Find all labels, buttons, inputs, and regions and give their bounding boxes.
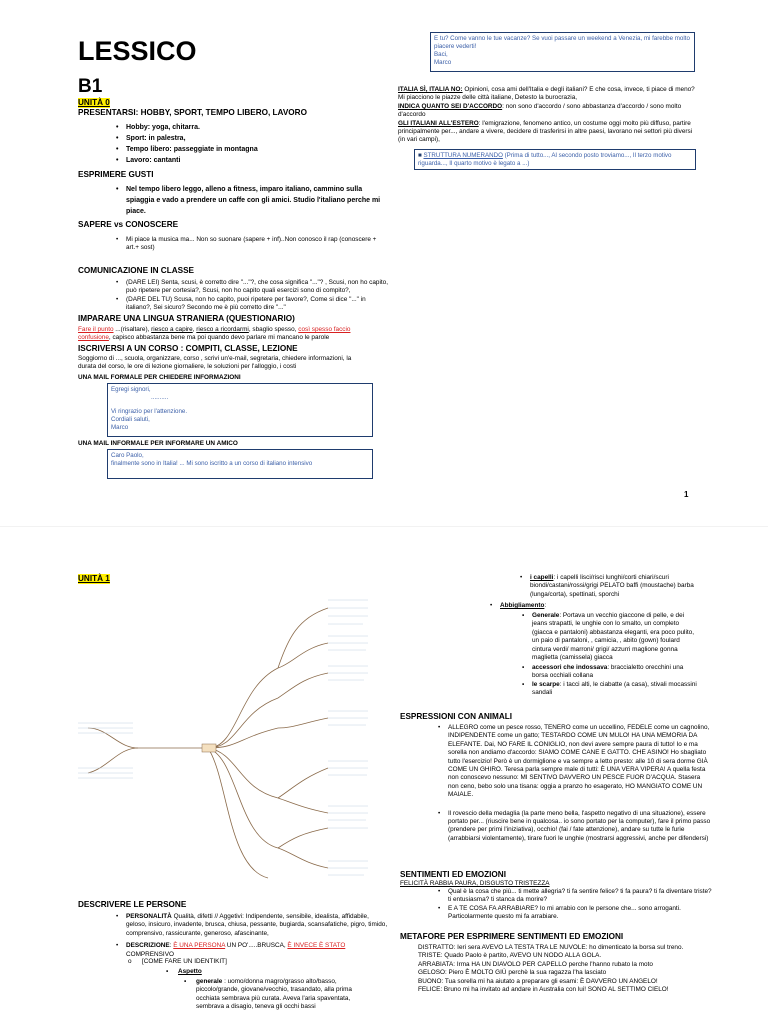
- mail-formale-heading: UNA MAIL FORMALE PER CHIEDERE INFORMAZIONI: [78, 374, 241, 381]
- metafora-line: ARRABIATA: Irma HA UN DIAVOLO PER CAPELLO perche l'hanno rubato la moto: [418, 960, 653, 968]
- metafora-line: GELOSO: Piero È MOLTO GIÙ perchè la sua ragazza l'ha lasciato: [418, 969, 607, 977]
- hobby-list: [110, 122, 386, 166]
- italia-paragraph: ITALIA SÌ, ITALIA NO: Opinioni, cosa ami dell'Italia e degli italiani? E che cosa, invece, ti piace di meno? Mi piacciono le piazze delle città italiane, Detesto la burocrazia, INDICA QUANTO SEI D'ACCORDO: non sono d'accordo / sono abbastanza d'accordo / sono molto d'accordo GLI ITALIANI ALL'ESTERO: l'emigrazione, fenomeno antico, un costume oggi molto più diffuso, partire principalmente per..., andare a vivere, decidere di trasferirsi in altre paesi, lavorano nei settori più diversi (in vari campi),: [398, 86, 695, 144]
- list-item: • PERSONALITÀ Qualità, difetti // Aggetivi: Indipendente, sensibile, idealista, affidabile, geloso, insicuro, invadente, brusca, chiusa, pessante, bugiarda, scansafatiche, pigro, timido, comprensivo, rassicurante, generoso, afascinante,: [126, 913, 388, 938]
- metafore-heading: METAFORE PER ESPRIMERE SENTIMENTI ED EMOZIONI: [400, 932, 624, 941]
- level-heading: B1: [78, 76, 103, 97]
- struttura-box: ■ STRUTTURA NUMERANDO (Prima di tutto..., Al secondo posto troviamo..., Il terzo motivo riguarda..., Il quarto motivo è legato a ...): [414, 149, 696, 170]
- aspetto-generale: ▪ generale : uomo/donna magro/grasso alto/basso, piccolo/grande, giovane/vecchio, trasandato, alla prima occhiata sembrava più curata. Aveva l'aria spaventata, sembrava a disagio, teneva gli occhi bassi: [184, 978, 352, 1011]
- esprimere-gusti-heading: ESPRIMERE GUSTI: [78, 170, 154, 179]
- list-item: • Hobby: yoga, chitarra.: [126, 122, 386, 133]
- mail-formale-box: Egregi signori, .......... Vi ringrazio per l'attenzione. Cordiali saluti, Marco: [107, 383, 373, 437]
- list-item: • Sport: in palestra,: [126, 133, 386, 144]
- list-item: • (DARE DEL TU) Scusa, non ho capito, puoi ripetere per favore?, Come si dice "..." in italiano?, Sei sicuro? Secondo me è più corretto dire "...": [126, 296, 388, 313]
- generale-item: ▪ Generale: Portava un vecchio giaccone di pelle, e dei jeans strapatti, le unghie con lo smalto, un completo (giacca e pantaloni) abbastanza eleganti, era poco pulito, un paio di pantaloni, , camicia, , abito (gown) foulard cintura verdi/ marroni/ grigi/ azzurri maglione gonna maglietta (camissela) giacca: [522, 612, 695, 662]
- sapere-list: [110, 236, 388, 253]
- accessori-item: ▪ accessori che indossava: braccialetto orecchini una borsa occhiali collana: [522, 664, 684, 680]
- list-item: • ALLEGRO come un pesce rosso, TENERO come un uccellino, FEDELE come un cagnolino, INDIPENDENTE come un gatto; TESTARDO COME UN MULO! HA UNA MEMORIA DA ELEFANTE. Dai, NO FARE IL CONIGLIO, non devi avere sempre paura di tutto! Io e ma sorella non andiamo d'accordo: SIAMO COME CANE E GATTO. CHE ASINO! Ho sbagliato tutto l'esercizio! Però è un dormiglione e va sempre a letto presto: alle 10 di sera dorme GIÀ COME UN GHIRO. Teresa parla sempre male di tutti: È UNA VERA VIPERA! A quella festa non conoscevo nessuno: MI SENTIVO DAVVERO UN PESCE FUOR D'ACQUA. Stasera non ceno, bebo solo una tisana: oggia a pranzo ho esagerato, HO MANGIATO COME UN MAIALE.: [448, 724, 712, 800]
- unit-1-heading: UNITÀ 1: [78, 574, 110, 583]
- list-item: • Tempo libero: passeggiate in montagna: [126, 144, 386, 155]
- iscriversi-heading: ISCRIVERSI A UN CORSO : COMPITI, CLASSE, LEZIONE: [78, 344, 298, 353]
- abbigliamento-item: • Abbigliamento:: [490, 602, 547, 609]
- page-separator: [0, 526, 768, 527]
- aspetto-item: ▪ Aspetto: [166, 968, 202, 975]
- metafora-line: FELICE: Bruno mi ha invitato ad andare in Australia con lui! SONO AL SETTIMO CIELO!: [418, 986, 669, 994]
- list-item: • Lavoro: cantanti: [126, 155, 386, 166]
- metafora-line: DISTRATTO: Ieri sera AVEVO LA TESTA TRA LE NUVOLE: ho dimenticato la borsa sul treno.: [418, 944, 684, 951]
- espressioni-heading: ESPRESSIONI CON ANIMALI: [400, 712, 513, 721]
- identikit-item: o [COME FARE UN IDENTIKIT]: [128, 958, 227, 965]
- comunicazione-heading: COMUNICAZIONE IN CLASSE: [78, 266, 194, 275]
- list-item: • Mi piace la musica ma... Non so suonare (sapere + inf)..Non conosco il rap (conoscere + art.+ sost): [126, 236, 388, 253]
- scarpe-item: ▪ le scarpe: i tacci alti, le ciabatte (a casa), stivali mocassini sandali: [522, 681, 697, 697]
- mind-map-image: [78, 578, 378, 890]
- mail-informale-box: Caro Paolo, finalmente sono in Italia! ... Mi sono iscritto a un corso di italiano intensivo: [107, 449, 373, 479]
- page-number: 1: [684, 490, 689, 499]
- sentimenti-words: FELICITÀ RABBIA PAURA, DISGUSTO TRISTEZZA: [400, 880, 550, 887]
- metafora-line: BUONO: Tua sorella mi ha aiutato a preparare gli esami: È DAVVERO UN ANGELO!: [418, 977, 658, 985]
- vacanze-box: E tu? Come vanno le tue vacanze? Se vuoi passare un weekend a Venezia, mi farebbe molto piacere vederti! Baci, Marco: [430, 32, 695, 72]
- imparare-text: Fare il punto ...(risaltare), riesco a capire, riesco a ricordarmi, sbaglio spesso, così spesso faccio confusione, capisco abbastanza bene ma poi quando devo parlare mi mancano le parole: [78, 326, 351, 342]
- mail-informale-heading: UNA MAIL INFORMALE PER INFORMARE UN AMICO: [78, 440, 238, 447]
- list-item: • Qual è la cosa che più... ti mette allegria? ti fa sentire felice? ti fa paura? ti fa diventare triste? ti entusiasma? ti stanca da morire?: [448, 888, 712, 905]
- presentarsi-heading: PRESENTARSI: HOBBY, SPORT, TEMPO LIBERO, LAVORO: [78, 108, 307, 117]
- page-title: LESSICO: [78, 36, 197, 66]
- list-item: • Nel tempo libero leggo, alleno a fitness, imparo italiano, cammino sulla spiaggia e vado a prendere un caffe con gli amici. Studio l'italiano perche mi piace.: [126, 184, 388, 217]
- sentimenti-heading: SENTIMENTI ED EMOZIONI: [400, 870, 506, 879]
- metafore-lines: [418, 944, 700, 994]
- espressioni-list: [432, 724, 712, 843]
- capelli-item: • i capelli: i capelli lisci/risci lunghi/corti chiari/scuri biondi/castani/rossi/grigi PELATO baffi (moustache) barba (lunga/corta), spettinati, sporchi: [520, 574, 694, 598]
- document-page-2: [0, 540, 768, 1024]
- list-item: • (DARE LEI) Senta, scusi, è corretto dire "..."?, che cosa significa "..."? , Scusi, non ho capito, può ripetere per cortesia?, Scusi, non ho capito quali esercizi sono di compito?,: [126, 279, 388, 296]
- list-item: • E A TE COSA FA ARRABIARE? Io mi arrabio con le persone che... sono arroganti. Particolarmente questo mi fa arrabiare.: [448, 905, 712, 922]
- unit-0-heading: UNITÀ 0: [78, 98, 110, 107]
- descrivere-heading: DESCRIVERE LE PERSONE: [78, 900, 187, 909]
- list-item: • DESCRIZIONE: È UNA PERSONA UN PO'.....BRUSCA, È INVECE È STATO COMPRENSIVO: [126, 942, 388, 959]
- metafora-line: TRISTE: Quado Paolo è partito, AVEVO UN NODO ALLA GOLA.: [418, 952, 602, 960]
- iscriversi-text: Soggiorno di ..., scuola, organizzare, corso , scrivi un'e-mail, segretaria, chiedere informazioni, la durata del corso, le ore di lezione giornaliere, le soluzioni per l'alloggio, i costi: [78, 355, 352, 371]
- sapere-heading: SAPERE vs CONOSCERE: [78, 220, 179, 229]
- imparare-heading: IMPARARE UNA LINGUA STRANIERA (QUESTIONARIO): [78, 314, 295, 323]
- gusti-list: [110, 184, 388, 217]
- list-item: • Il rovescio della medaglia (la parte meno bella, l'aspetto negativo di una situazione), essere portato per... (riuscire bene in qualcosa.. io sono portato per la computer), fare il primo passo (prendere per primi l'iniziativa), occhio! (fai / fate attenzione), andare su tutte le furie (arrabbiarsi violentamente), tirare fuori le unghie (mostrarsi aggressivi, anche per difendersi): [448, 810, 712, 844]
- sentimenti-list: [432, 888, 712, 922]
- comunicazione-list: [110, 279, 388, 313]
- descrivere-list: [110, 913, 388, 959]
